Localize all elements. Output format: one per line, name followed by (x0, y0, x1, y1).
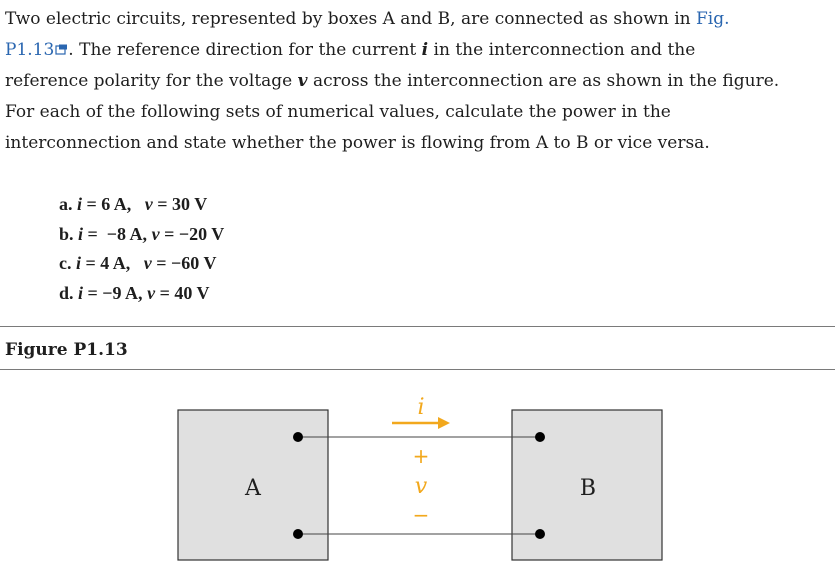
problem-text: For each of the following sets of numerical values, calculate the power in the (5, 102, 671, 122)
current-symbol: i (421, 40, 429, 60)
problem-statement (5, 4, 835, 159)
problem-text: . The reference direction for the current (68, 40, 422, 60)
terminal-b-top (535, 432, 545, 442)
value-sets-list (59, 190, 224, 308)
voltage-label: v (414, 474, 428, 499)
figure-link[interactable]: Fig. P1.13 (5, 9, 730, 60)
plus-sign: + (412, 444, 430, 468)
external-link-icon (55, 44, 68, 56)
list-item: b. i = −8 A, v = −20 V (59, 223, 225, 244)
problem-text: interconnection and state whether the power is flowing from A to B or vice versa. (5, 133, 710, 153)
problem-text: in the interconnection and the (428, 40, 696, 60)
divider (0, 326, 835, 327)
problem-text: Two electric circuits, represented by boxes A and B, are connected as shown in (5, 9, 696, 29)
list-item: c. i = 4 A, v = −60 V (59, 253, 217, 273)
voltage-symbol: v (297, 71, 308, 91)
figure-caption: Figure P1.13 (5, 340, 128, 360)
terminal-b-bottom (535, 529, 545, 539)
box-a-label: A (245, 476, 261, 501)
terminal-a-bottom (293, 529, 303, 539)
current-label: i (417, 395, 425, 420)
current-arrow-head (438, 417, 450, 429)
problem-text: across the interconnection are as shown in the figure. (307, 71, 780, 91)
minus-sign: − (412, 503, 430, 527)
problem-text: reference polarity for the voltage (5, 71, 298, 91)
list-item: a. i = 6 A, v = 30 V (59, 194, 208, 214)
circuit-diagram (0, 370, 840, 570)
box-b-label: B (579, 476, 597, 501)
list-item: d. i = −9 A, v = 40 V (59, 282, 210, 303)
terminal-a-top (293, 432, 303, 442)
